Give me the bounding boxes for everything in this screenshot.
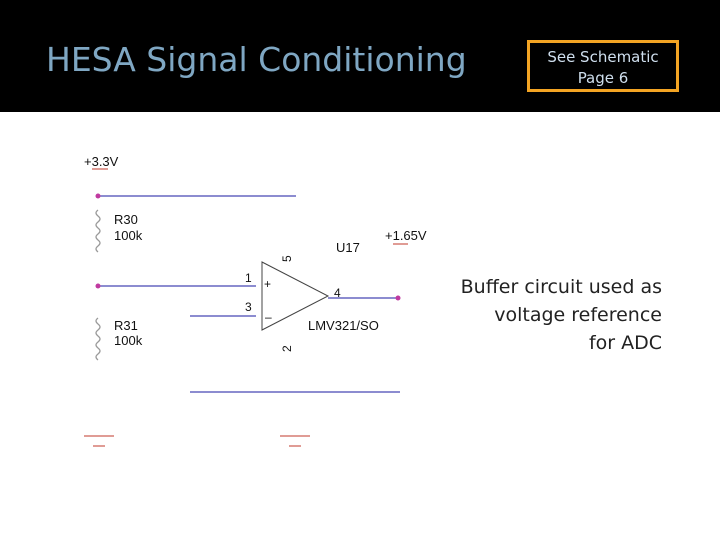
r31-ref: R31 — [114, 318, 138, 333]
r30-ref: R30 — [114, 212, 138, 227]
pin-1-label: 1 — [245, 271, 252, 285]
node-output — [396, 296, 401, 301]
see-schematic-label: See Schematic — [547, 48, 659, 66]
pin-4-label: 4 — [334, 286, 341, 300]
pin-5-label: 5 — [280, 255, 294, 262]
pin-3-label: 3 — [245, 300, 252, 314]
net-label-3v3: +3.3V — [84, 154, 119, 169]
u17-part: LMV321/SO — [308, 318, 379, 333]
page-title: HESA Signal Conditioning — [46, 40, 467, 79]
caption-line-3: for ADC — [588, 332, 662, 354]
r30-value: 100k — [114, 228, 143, 243]
u17-ref: U17 — [336, 240, 360, 255]
caption-text — [440, 273, 662, 357]
r31-value: 100k — [114, 333, 143, 348]
pin-2-label: 2 — [280, 345, 294, 352]
caption-line-2: voltage reference — [494, 304, 662, 326]
noninverting-sign: + — [264, 277, 272, 291]
inverting-sign: – — [265, 310, 272, 324]
r30-resistor — [96, 210, 100, 252]
net-label-1v65: +1.65V — [385, 228, 427, 243]
node-mid — [96, 284, 101, 289]
node-top — [96, 194, 101, 199]
see-schematic-page: Page 6 — [577, 69, 629, 87]
caption-line-1: Buffer circuit used as — [460, 276, 662, 298]
r31-resistor — [96, 318, 100, 360]
